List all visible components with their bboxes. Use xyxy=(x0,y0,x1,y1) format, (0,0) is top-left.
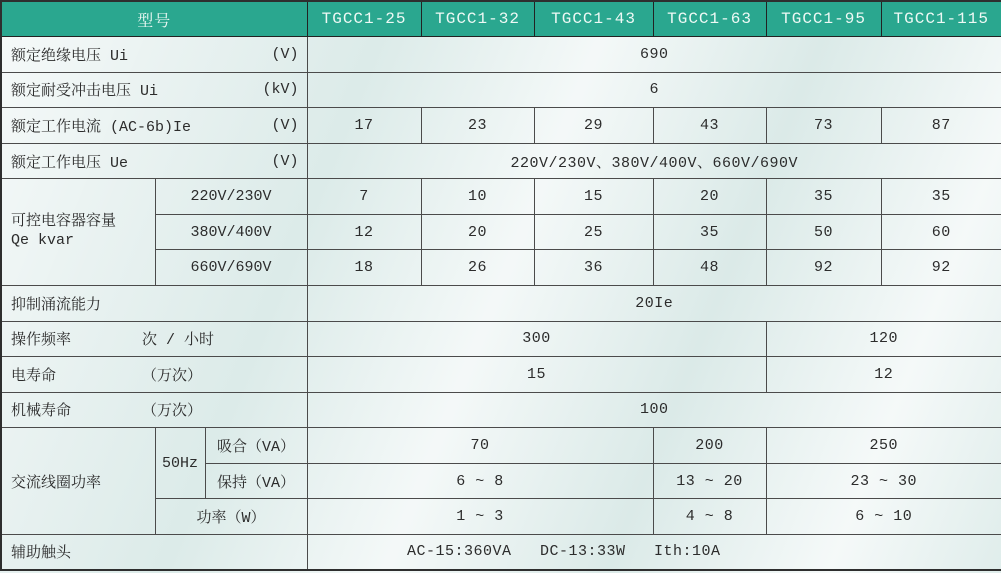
impulse-voltage-label xyxy=(1,72,307,108)
capacitor-value: 15 xyxy=(534,179,653,215)
capacitor-value: 7 xyxy=(307,179,421,215)
insulation-voltage-value: 690 xyxy=(307,37,1001,73)
working-current-value: 17 xyxy=(307,108,421,144)
capacitor-label-line1: 可控电容器容量 xyxy=(11,213,117,231)
working-voltage-value: 220V/230V、380V/400V、660V/690V xyxy=(307,143,1001,179)
working-current-label xyxy=(1,108,307,144)
row-electrical-life xyxy=(1,357,1001,393)
row-label-text: 额定工作电压 Ue xyxy=(11,154,129,172)
coil-power-w-value: 4 ~ 8 xyxy=(653,499,766,535)
working-voltage-label xyxy=(1,143,307,179)
row-working-current xyxy=(1,108,1001,144)
capacitor-value: 50 xyxy=(766,214,881,250)
coil-power-label: 交流线圈功率 xyxy=(1,428,155,535)
inrush-value: 20Ie xyxy=(307,286,1001,322)
model-tgcc1-95: TGCC1-95 xyxy=(766,1,881,37)
row-unit-text: (V) xyxy=(271,152,299,170)
row-unit-text: 次 / 小时 xyxy=(142,332,215,350)
mechanical-life-label xyxy=(1,392,307,428)
capacitor-value: 25 xyxy=(534,214,653,250)
row-label-text: 操作频率 xyxy=(11,332,72,350)
working-current-value: 29 xyxy=(534,108,653,144)
row-label-text: 机械寿命 xyxy=(11,403,72,421)
row-unit-text: (V) xyxy=(271,116,299,134)
model-tgcc1-63: TGCC1-63 xyxy=(653,1,766,37)
capacitor-value: 48 xyxy=(653,250,766,286)
row-label-text: 额定工作电流 (AC-6b)Ie xyxy=(11,118,192,136)
capacitor-value: 26 xyxy=(421,250,534,286)
coil-power-w-value: 1 ~ 3 xyxy=(307,499,653,535)
coil-power-w-label: 功率（W） xyxy=(155,499,307,535)
capacitor-value: 92 xyxy=(881,250,1001,286)
row-label-text: 额定耐受冲击电压 Ui xyxy=(11,83,159,101)
row-insulation-voltage xyxy=(1,37,1001,73)
row-mechanical-life xyxy=(1,392,1001,428)
capacitor-value: 36 xyxy=(534,250,653,286)
row-aux-contact xyxy=(1,534,1001,570)
op-frequency-value-high-models: 120 xyxy=(766,321,1001,357)
working-current-value: 73 xyxy=(766,108,881,144)
model-tgcc1-25: TGCC1-25 xyxy=(307,1,421,37)
header-row xyxy=(1,1,1001,37)
row-capacitor-220 xyxy=(1,179,1001,215)
row-unit-text: (kV) xyxy=(262,81,299,99)
op-frequency-label xyxy=(1,321,307,357)
capacitor-sub-label-660: 660V/690V xyxy=(155,250,307,286)
row-unit-text: (V) xyxy=(271,45,299,63)
row-coil-pickup xyxy=(1,428,1001,464)
model-tgcc1-43: TGCC1-43 xyxy=(534,1,653,37)
row-inrush xyxy=(1,286,1001,322)
capacitor-value: 35 xyxy=(653,214,766,250)
capacitor-sub-label-380: 380V/400V xyxy=(155,214,307,250)
working-current-value: 23 xyxy=(421,108,534,144)
working-current-value: 87 xyxy=(881,108,1001,144)
capacitor-value: 20 xyxy=(421,214,534,250)
op-frequency-value-low-models: 300 xyxy=(307,321,766,357)
electrical-life-value-low-models: 15 xyxy=(307,357,766,393)
electrical-life-label xyxy=(1,357,307,393)
capacitor-value: 92 xyxy=(766,250,881,286)
coil-pickup-value: 250 xyxy=(766,428,1001,464)
mechanical-life-value: 100 xyxy=(307,392,1001,428)
coil-holding-value: 13 ~ 20 xyxy=(653,463,766,499)
coil-holding-value: 23 ~ 30 xyxy=(766,463,1001,499)
coil-pickup-value: 200 xyxy=(653,428,766,464)
model-tgcc1-32: TGCC1-32 xyxy=(421,1,534,37)
capacitor-value: 12 xyxy=(307,214,421,250)
coil-pickup-value: 70 xyxy=(307,428,653,464)
capacitor-value: 10 xyxy=(421,179,534,215)
insulation-voltage-label xyxy=(1,37,307,73)
capacitor-value: 60 xyxy=(881,214,1001,250)
coil-holding-value: 6 ~ 8 xyxy=(307,463,653,499)
row-impulse-voltage xyxy=(1,72,1001,108)
model-column-header: 型号 xyxy=(1,1,307,37)
row-op-frequency xyxy=(1,321,1001,357)
row-label-text: 电寿命 xyxy=(11,367,57,385)
row-unit-text: （万次） xyxy=(142,403,203,421)
model-tgcc1-115: TGCC1-115 xyxy=(881,1,1001,37)
coil-pickup-label: 吸合（VA） xyxy=(205,428,307,464)
coil-holding-label: 保持（VA） xyxy=(205,463,307,499)
capacitor-value: 35 xyxy=(881,179,1001,215)
aux-contact-label: 辅助触头 xyxy=(1,534,307,570)
capacitor-value: 35 xyxy=(766,179,881,215)
row-label-text: 额定绝缘电压 Ui xyxy=(11,47,129,65)
row-unit-text: （万次） xyxy=(142,367,203,385)
aux-contact-value: AC-15:360VA DC-13:33W Ith:10A xyxy=(307,534,1001,570)
coil-frequency-label: 50Hz xyxy=(155,428,205,499)
coil-power-w-value: 6 ~ 10 xyxy=(766,499,1001,535)
electrical-life-value-high-models: 12 xyxy=(766,357,1001,393)
impulse-voltage-value: 6 xyxy=(307,72,1001,108)
capacitor-value: 20 xyxy=(653,179,766,215)
inrush-label: 抑制涌流能力 xyxy=(1,286,307,322)
capacitor-label-line2: Qe kvar xyxy=(11,232,75,250)
capacitor-value: 18 xyxy=(307,250,421,286)
working-current-value: 43 xyxy=(653,108,766,144)
capacitor-sub-label-220: 220V/230V xyxy=(155,179,307,215)
row-working-voltage xyxy=(1,143,1001,179)
capacitor-capacity-label xyxy=(1,179,155,286)
